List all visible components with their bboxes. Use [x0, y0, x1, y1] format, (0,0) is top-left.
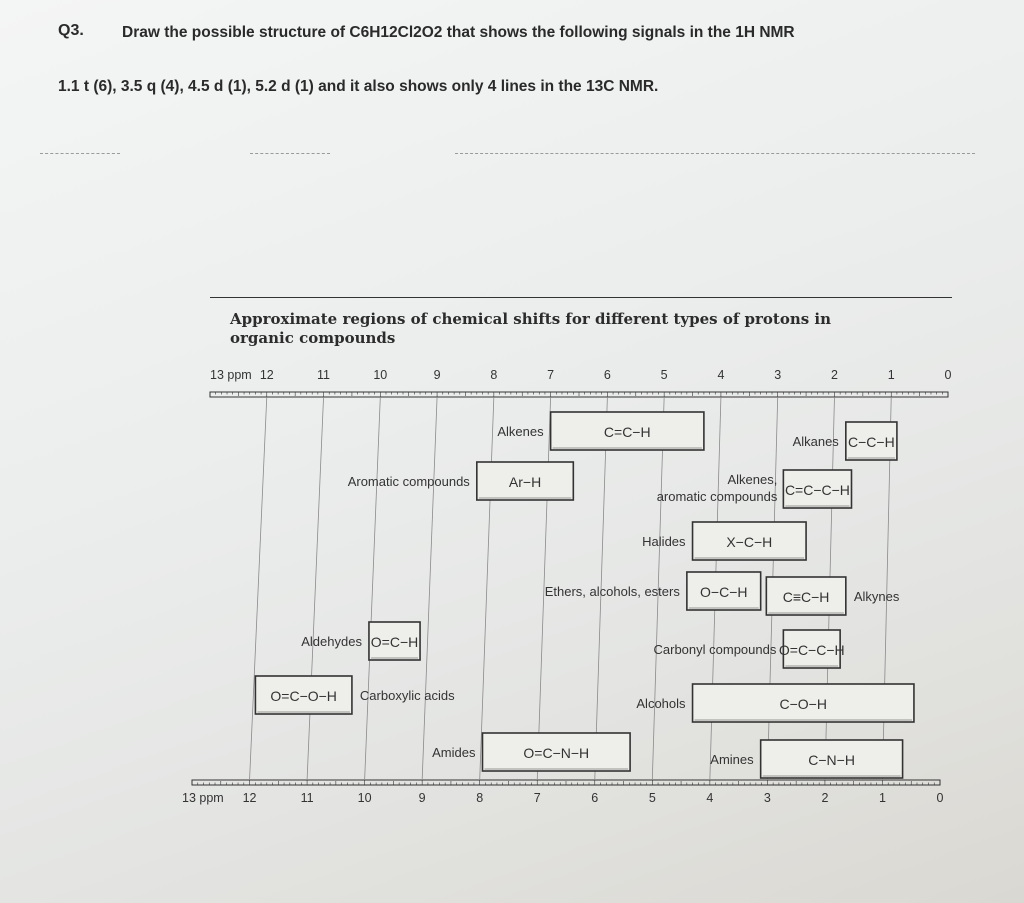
bottom-tick-label: 2	[821, 791, 829, 805]
bottom-tick-label: 9	[418, 791, 426, 805]
bottom-tick-label: 3	[763, 791, 771, 805]
region-group-label: O=C−H	[370, 634, 419, 650]
bottom-tick-label: 10	[357, 791, 372, 805]
top-tick-label: 11	[317, 368, 331, 382]
region-label: Aromatic compounds	[347, 474, 470, 489]
chart-title: Approximate regions of chemical shifts for different types of protons in organic compounds	[230, 310, 832, 347]
region-label: aromatic compounds	[656, 489, 778, 504]
top-tick-label: 1	[887, 368, 895, 382]
region-label: Ethers, alcohols, esters	[544, 584, 680, 599]
region-group-label: C−N−H	[808, 752, 855, 768]
top-tick-label: 12	[259, 368, 274, 382]
region-group-label: Ar−H	[508, 474, 542, 490]
top-tick-label: 2	[830, 368, 838, 382]
region-label: Alkenes,	[727, 472, 778, 487]
question-number: Q3.	[58, 22, 84, 39]
bottom-tick-label: 0	[936, 791, 944, 805]
region-label: Amines	[710, 752, 754, 767]
bottom-tick-label: 6	[591, 791, 599, 805]
region-group-label: C≡C−H	[782, 589, 830, 605]
question-text-line2: 1.1 t (6), 3.5 q (4), 4.5 d (1), 5.2 d (1) and it also shows only 4 lines in the 13C NMR.	[58, 78, 659, 95]
gridline	[480, 397, 494, 780]
region-group-label: C=C−C−H	[784, 482, 850, 498]
bottom-tick-label: 13 ppm	[182, 791, 224, 805]
region-label: Carbonyl compounds	[653, 642, 777, 657]
top-tick-label: 9	[433, 368, 441, 382]
region-label: Carboxylic acids	[359, 688, 455, 703]
region-group-label: X−C−H	[726, 534, 773, 550]
top-tick-label: 5	[660, 368, 668, 382]
bottom-tick-label: 5	[648, 791, 656, 805]
region-group-label: C−C−H	[848, 434, 895, 450]
top-tick-label: 13 ppm	[210, 368, 252, 382]
region-label: Alkynes	[853, 589, 900, 604]
region-group-label: O=C−N−H	[523, 745, 590, 761]
bottom-tick-label: 1	[878, 791, 886, 805]
region-group-label: O=C−C−H	[778, 642, 845, 658]
region-group-label: O=C−O−H	[270, 688, 337, 704]
bottom-tick-label: 4	[706, 791, 714, 805]
bottom-tick-label: 12	[242, 791, 257, 805]
region-label: Aldehydes	[301, 634, 362, 649]
top-tick-label: 4	[717, 368, 725, 382]
region-label: Alcohols	[636, 696, 686, 711]
top-tick-label: 10	[373, 368, 388, 382]
top-tick-label: 6	[603, 368, 611, 382]
region-group-label: C−O−H	[779, 696, 827, 712]
region-group-label: O−C−H	[700, 584, 748, 600]
bottom-tick-label: 11	[300, 791, 314, 805]
region-label: Alkanes	[792, 434, 839, 449]
gridline	[365, 397, 381, 780]
question-text-line1: Draw the possible structure of C6H12Cl2O2 that shows the following signals in the 1H NMR	[122, 24, 795, 41]
bottom-tick-label: 8	[476, 791, 484, 805]
top-tick-label: 8	[490, 368, 498, 382]
top-tick-label: 3	[774, 368, 782, 382]
region-label: Amides	[432, 745, 476, 760]
top-tick-label: 0	[944, 368, 952, 382]
gridline	[307, 397, 323, 780]
bottom-tick-label: 7	[533, 791, 541, 805]
region-label: Alkenes	[497, 424, 544, 439]
region-group-label: C=C−H	[603, 424, 651, 440]
region-label: Halides	[642, 534, 686, 549]
gridline	[422, 397, 437, 780]
gridline	[250, 397, 267, 780]
top-tick-label: 7	[547, 368, 555, 382]
